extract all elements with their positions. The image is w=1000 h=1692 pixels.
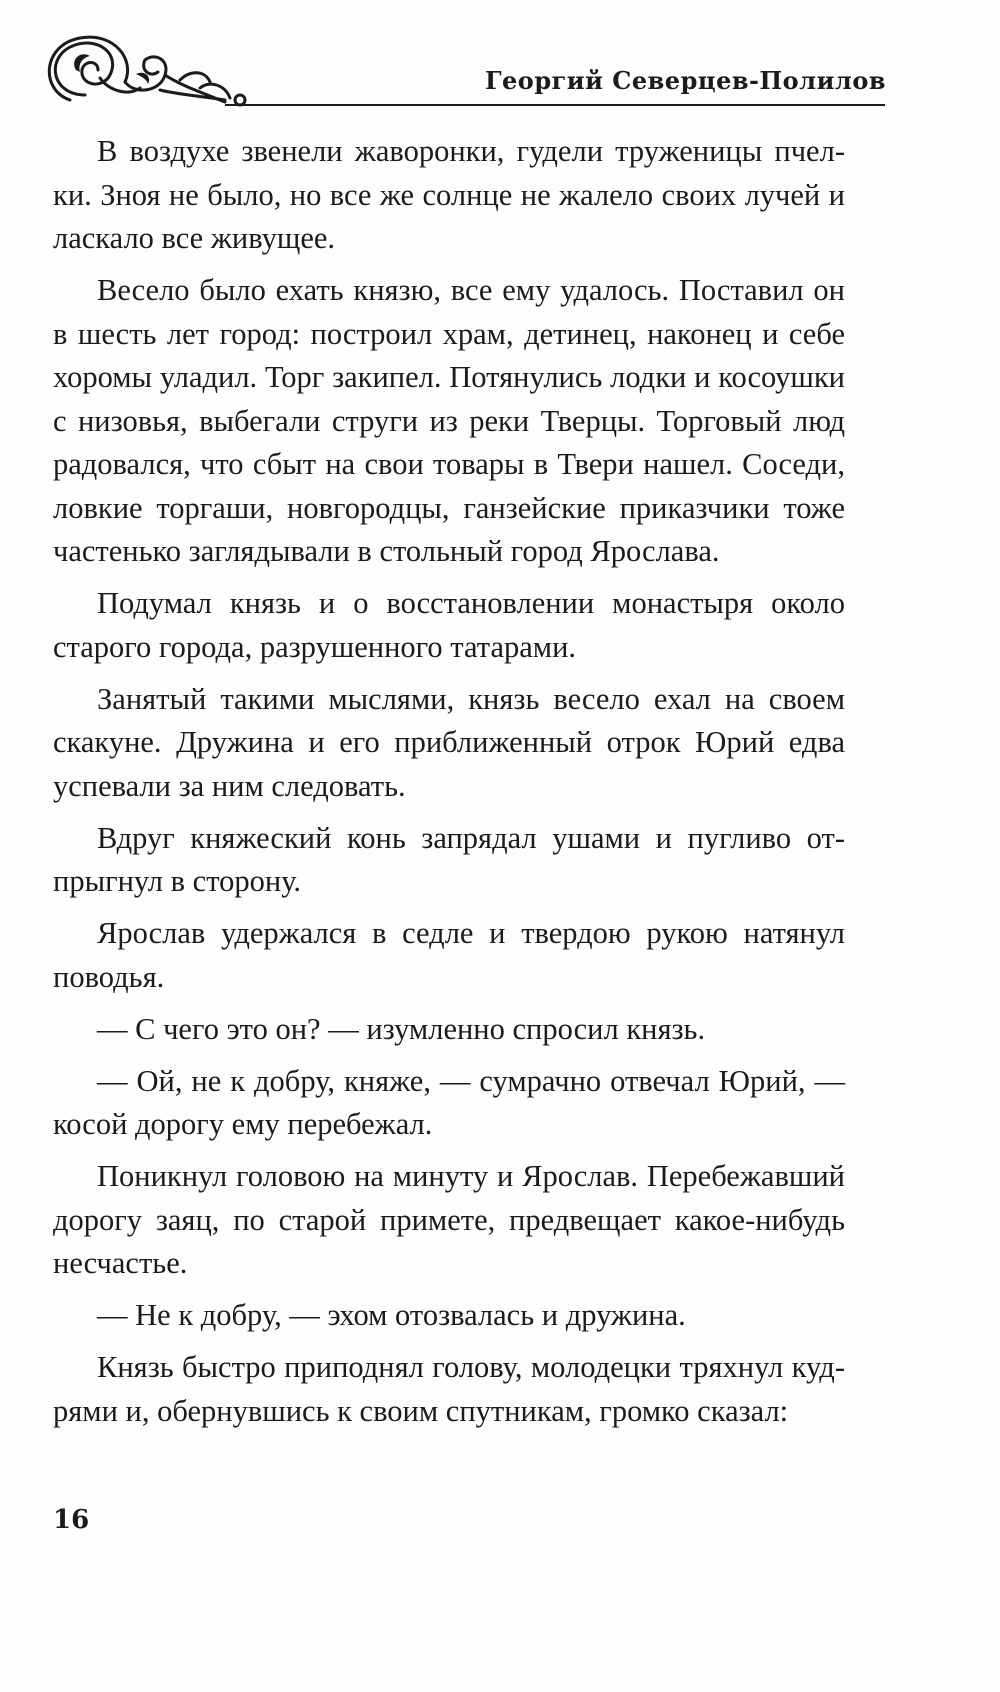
paragraph: Поникнул головою на минуту и Ярослав. Перебежавший дорогу заяц, по старой примете, предвещает какое-нибудь несчастье. bbox=[53, 1159, 845, 1280]
paragraph: Занятый такими мыслями, князь весело ехал на своем скакуне. Дружина и его приближенный отрок Юрий едва успевали за ним следовать. bbox=[53, 681, 845, 803]
paragraph: Вдруг княжеский конь запрядал ушами и пугливо отпрыгнул в сторону. bbox=[53, 820, 845, 898]
header-rule bbox=[225, 104, 885, 106]
paragraph: — Ой, не к добру, княже, — сумрачно отвечал Юрий, — косой дорогу ему перебежал. bbox=[53, 1063, 845, 1141]
page-header bbox=[40, 30, 900, 110]
paragraph: — С чего это он? — изумленно спросил князь. bbox=[97, 1011, 706, 1046]
paragraph: Ярослав удержался в седле и твердою рукою натянул поводья. bbox=[53, 916, 845, 994]
paragraph: Подумал князь и о восстановлении монастыря около старого города, разрушенного татарами. bbox=[53, 586, 845, 664]
page-number: 16 bbox=[53, 1505, 90, 1535]
paragraph: — Не к добру, — эхом отозвалась и дружина. bbox=[97, 1298, 686, 1332]
paragraph: Князь быстро приподнял голову, молодецки тряхнул кудрями и, обернувшись к своим спутникам, громко сказал: bbox=[53, 1350, 845, 1428]
ornament-flourish-icon bbox=[40, 30, 290, 110]
running-title: Георгий Северцев-Полилов bbox=[484, 66, 886, 95]
body-text bbox=[53, 130, 845, 1442]
paragraph: В воздухе звенели жаворонки, гудели труженицы пчелки. Зноя не было, но все же солнце не жалело своих лучей и ласкало все живущее. bbox=[53, 134, 845, 255]
paragraph: Весело было ехать князю, все ему удалось. Поставил он в шесть лет город: построил храм, детинец, наконец и себе хоромы уладил. Торг закипел. Потянулись лодки и косоушки с низовья, выбегали струги из реки Тверцы. Торговый люд радовался, что сбыт на свои товары в Твери нашел. Соседи, ловкие торгаши, новгородцы, ганзейские приказчики тоже частенько заглядывали в стольный город Ярослава. bbox=[53, 273, 845, 568]
